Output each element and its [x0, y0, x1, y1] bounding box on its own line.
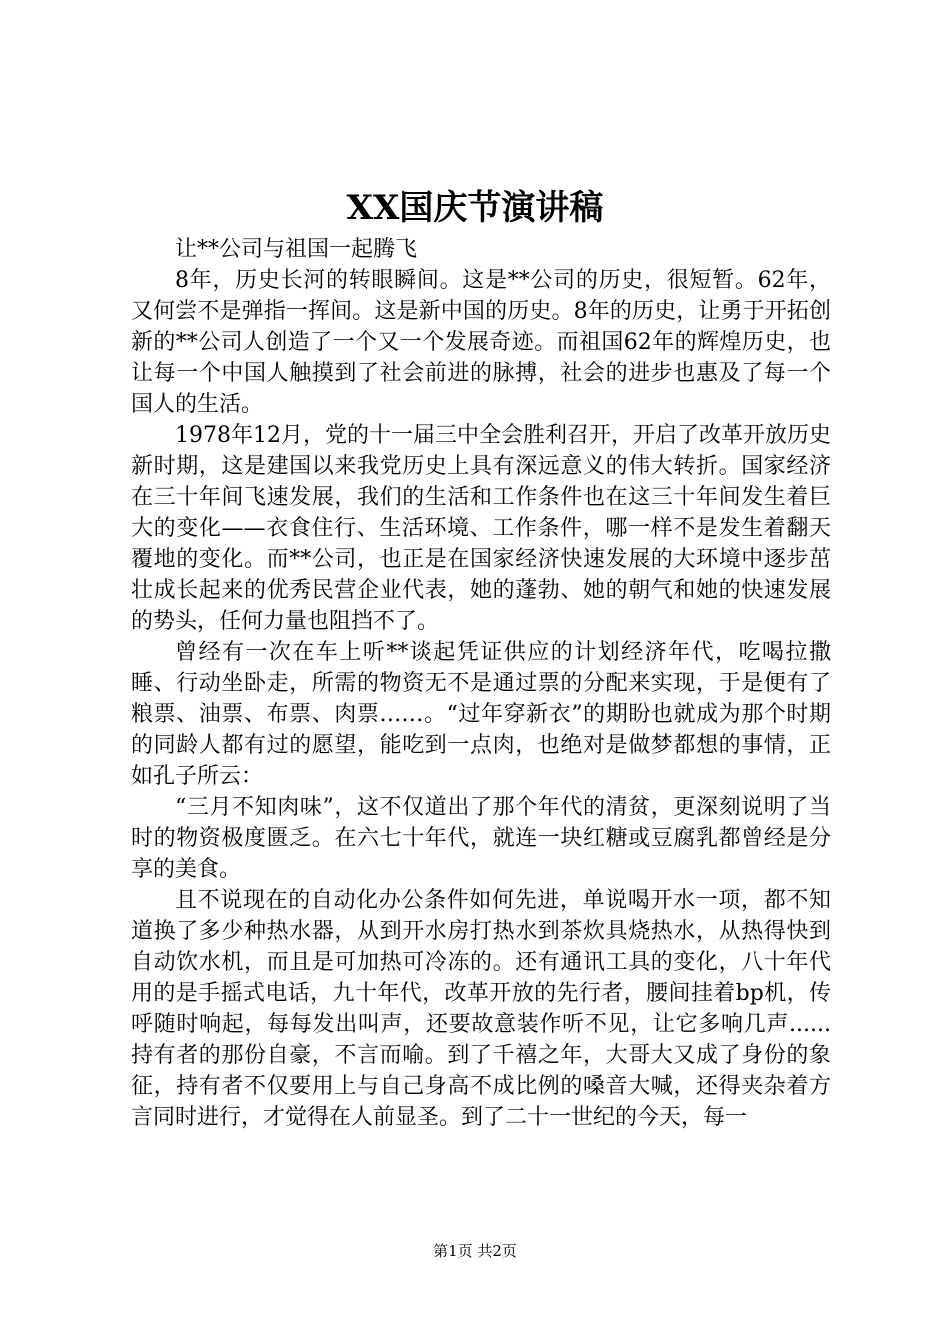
paragraph-3: 曾经有一次在车上听**谈起凭证供应的计划经济年代，吃喝拉撒睡、行动坐卧走，所需的物资无不是通过票的分配来实现，于是便有了粮票、油票、布票、肉票……。“过年穿新衣”的期盼也就成为那个时期的同龄人都有过的愿望，能吃到一点肉，也绝对是做梦都想的事情，正如孔子所云： [131, 640, 831, 789]
paragraph-2: 1978年12月，党的十一届三中全会胜利召开，开启了改革开放历史新时期，这是建国以来我党历史上具有深远意义的伟大转折。国家经济在三十年间飞速发展，我们的生活和工作条件也在这三十年间发生着巨大的变化——衣食住行、生活环境、工作条件，哪一样不是发生着翻天覆地的变化。而**公司，也正是在国家经济快速发展的大环境中逐步茁壮成长起来的优秀民营企业代表，她的蓬勃、她的朝气和她的快速发展的势头，任何力量也阻挡不了。 [131, 423, 832, 634]
paragraph-4: “三月不知肉味”，这不仅道出了那个年代的清贫，更深刻说明了当时的物资极度匮乏。在六七十年代，就连一块红糖或豆腐乳都曾经是分享的美食。 [131, 795, 831, 882]
paragraph-1: 8年，历史长河的转眼瞬间。这是**公司的历史，很短暂。62年，又何尝不是弹指一挥间。这是新中国的历史。8年的历史，让勇于开拓创新的**公司人创造了一个又一个发展奇迹。而祖国62年的辉煌历史，也让每一个中国人触摸到了社会前进的脉搏，社会的进步也惠及了每一个国人的生活。 [131, 268, 831, 417]
document-title: XX国庆节演讲稿 [346, 188, 604, 228]
document-body [131, 234, 831, 1133]
paragraph-subtitle: 让**公司与祖国一起腾飞 [175, 237, 418, 262]
page-footer: 第1页 共2页 [433, 1242, 517, 1260]
paragraph-5: 且不说现在的自动化办公条件如何先进，单说喝开水一项，都不知道换了多少种热水器，从到开水房打热水到茶炊具烧热水，从热得快到自动饮水机，而且是可加热可冷冻的。还有通讯工具的变化，八十年代用的是手摇式电话，九十年代，改革开放的先行者，腰间挂着bp机，传呼随时响起，每每发出叫声，还要故意装作听不见，让它多响几声......持有者的那份自豪，不言而喻。到了千禧之年，大哥大又成了身份的象征，持有者不仅要用上与自己身高不成比例的嗓音大喊，还得夹杂着方言同时进行，才觉得在人前显圣。到了二十一世纪的今天，每一 [131, 888, 831, 1130]
